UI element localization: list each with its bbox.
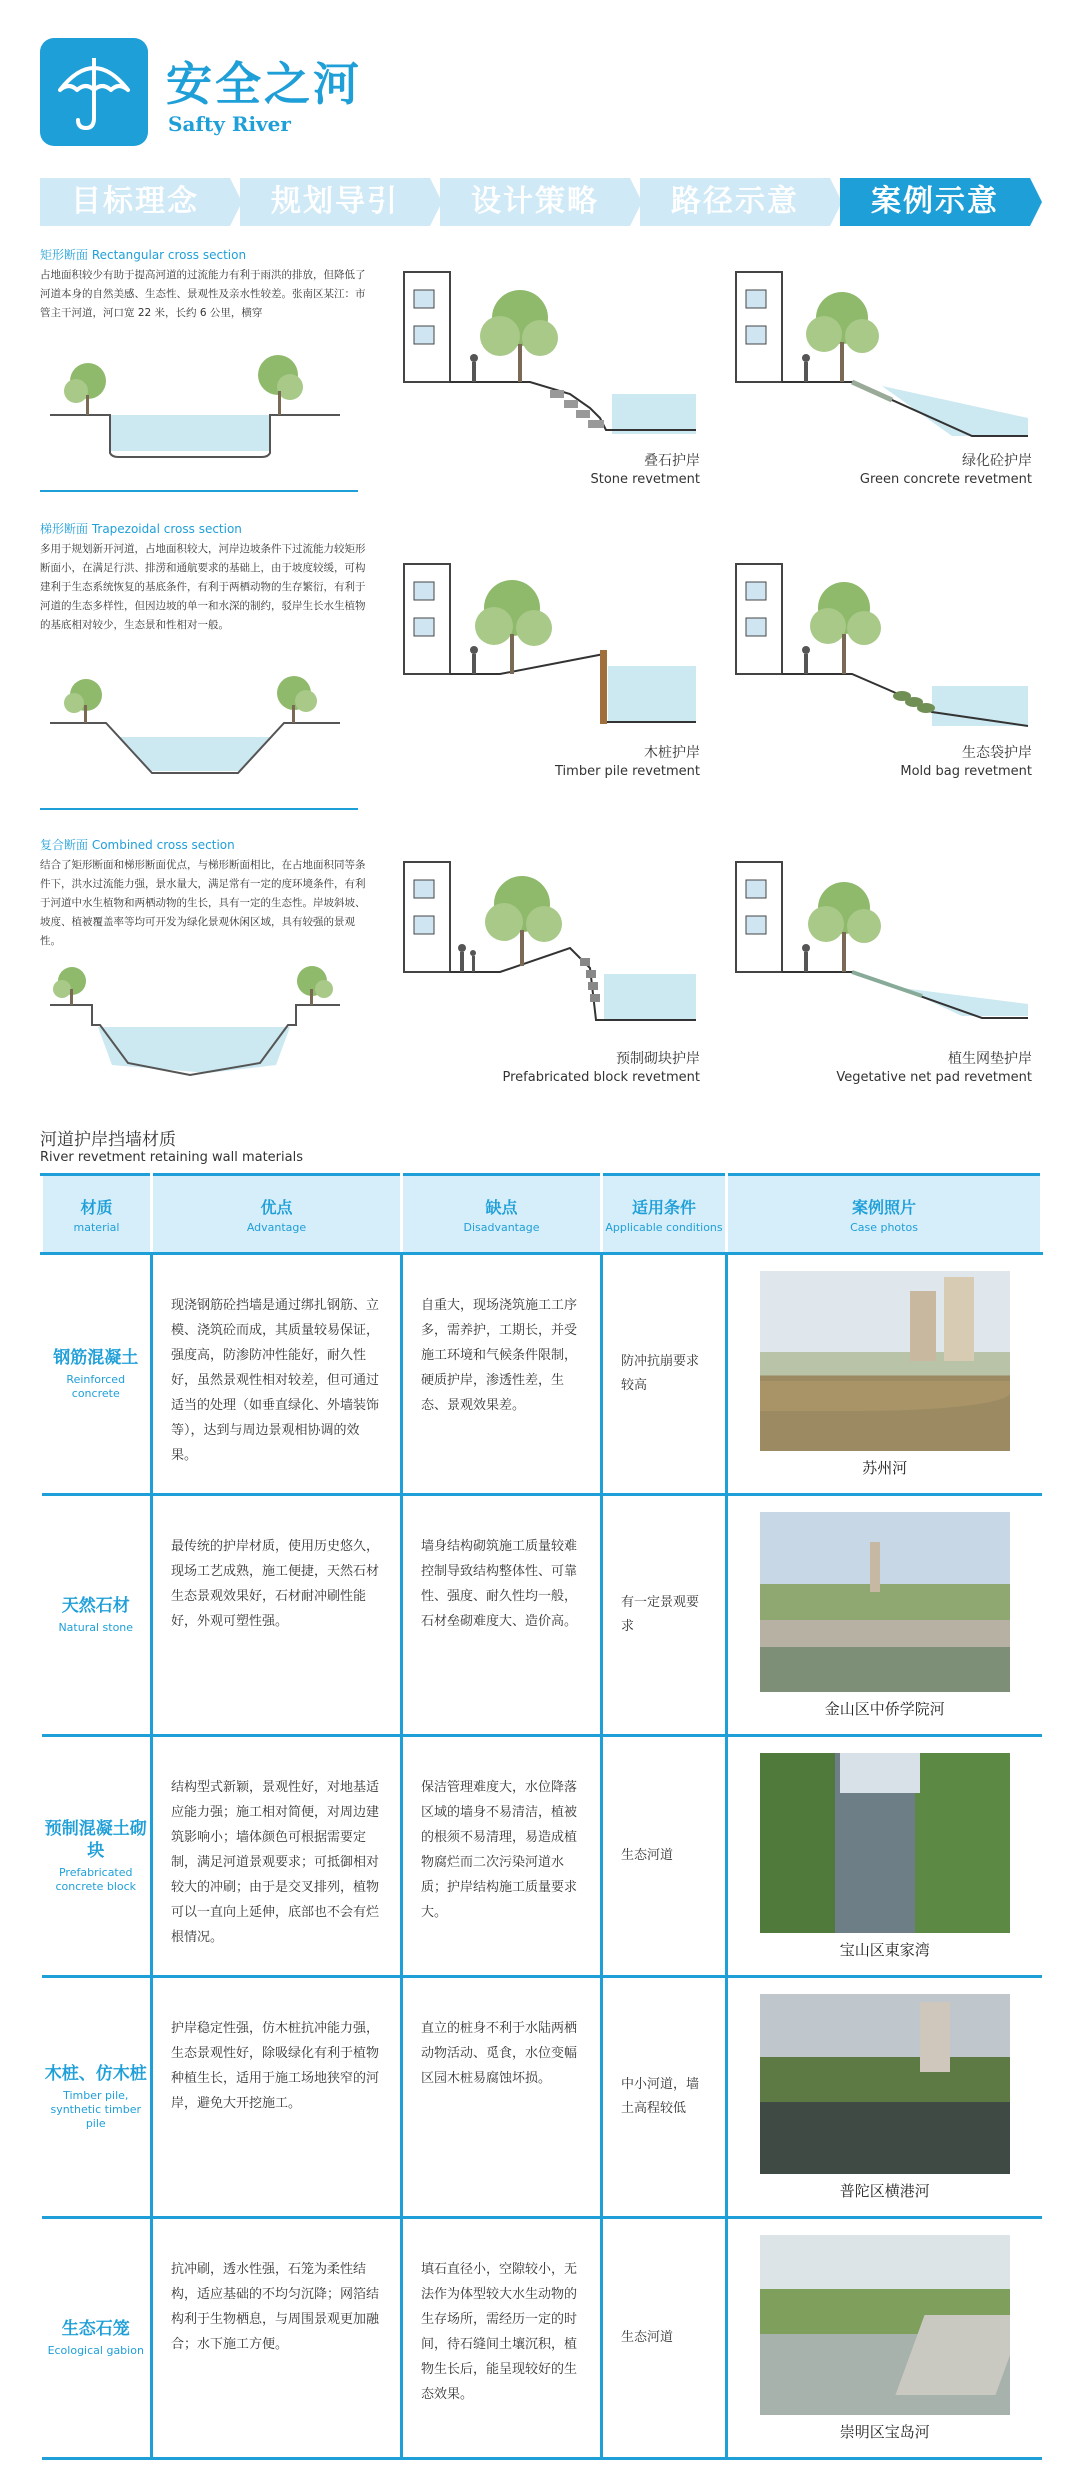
case-photo-cell xyxy=(727,2218,1042,2459)
case-photo xyxy=(760,2235,1010,2415)
section-body-rectangular: 占地面积较少有助于提高河道的过流能力有利于雨洪的排放，但降低了河道本身的自然美感、生态性、景观性及亲水性较差。张南区某江：市管主干河道，河口宽 22 米，长约 6 公里，横穿 xyxy=(40,269,366,319)
case-photo-cell xyxy=(727,1254,1042,1495)
case-caption: 宝山区東家湾 xyxy=(839,1940,930,1959)
vegetative-net-pad-revetment-diagram xyxy=(732,848,1032,1038)
table-row xyxy=(42,2218,1042,2459)
revetment-label-zh: 绿化砼护岸 xyxy=(962,453,1032,469)
advantage-cell: 现浇钢筋砼挡墙是通过绑扎钢筋、立模、浇筑砼而成，其质量较易保证，强度高，防渗防冲性能好，耐久性好，虽然景观性相对较差，但可通过适当的处理（如垂直绿化、外墙装饰等），达到与周边景观相协调的效果。 xyxy=(152,1254,402,1495)
mold-bag-revetment-diagram xyxy=(732,550,1032,740)
advantage-cell: 最传统的护岸材质，使用历史悠久，现场工艺成熟，施工便捷，天然石材生态景观效果好，石材耐冲刷性能好，外观可塑性强。 xyxy=(152,1495,402,1736)
advantage-cell: 抗冲刷，透水性强，石笼为柔性结构，适应基础的不均匀沉降；网箔结构利于生物栖息，与周围景观更加融合；水下施工方便。 xyxy=(152,2218,402,2459)
materials-title: 河道护岸挡墙材质 xyxy=(40,1130,176,1150)
case-photo xyxy=(760,1271,1010,1451)
disadvantage-cell: 填石直径小，空隙较小，无法作为体型较大水生动物的生存场所，需经历一定的时间，待石缝间土壤沉积，植物生长后，能呈现较好的生态效果。 xyxy=(402,2218,602,2459)
combined-section-diagram xyxy=(40,965,350,1085)
condition-cell: 有一定景观要求 xyxy=(602,1495,727,1736)
revetment-label-zh: 叠石护岸 xyxy=(644,453,700,469)
material-name: 预制混凝土砌块 Prefabricated concrete block xyxy=(42,1736,152,1977)
case-caption: 普陀区横港河 xyxy=(839,2181,930,2200)
case-photo xyxy=(760,1753,1010,1933)
prefab-block-revetment-diagram xyxy=(400,848,700,1038)
column-header: 缺点 Disadvantage xyxy=(402,1175,602,1254)
case-photo-cell xyxy=(727,1736,1042,1977)
condition-cell: 中小河道，墙土高程较低 xyxy=(602,1977,727,2218)
material-name: 天然石材 Natural stone xyxy=(42,1495,152,1736)
case-photo-cell xyxy=(727,1495,1042,1736)
tab-planning[interactable]: 规划导引 xyxy=(240,178,430,226)
case-caption: 苏州河 xyxy=(862,1458,908,1477)
disadvantage-cell: 墙身结构砌筑施工质量较难控制导致结构整体性、可靠性、强度、耐久性均一般，石材垒砌难度大、造价高。 xyxy=(402,1495,602,1736)
advantage-cell: 结构型式新颖，景观性好，对地基适应能力强；施工相对简便，对周边建筑影响小；墙体颜色可根据需要定制，满足河道景观要求；可抵御相对较大的冲刷；由于是交叉排列，植物可以一直向上延伸，底部也不会有烂根情况。 xyxy=(152,1736,402,1977)
disadvantage-cell: 直立的桩身不利于水陆两栖动物活动、觅食，水位变幅区园木桩易腐蚀坏损。 xyxy=(402,1977,602,2218)
page-title: 安全之河 xyxy=(166,57,362,111)
revetment-label-en: Mold bag revetment xyxy=(900,764,1032,779)
revetment-label-en: Stone revetment xyxy=(590,472,700,487)
table-row xyxy=(42,1254,1042,1495)
table-row xyxy=(42,1736,1042,1977)
case-caption: 金山区中侨学院河 xyxy=(824,1699,945,1718)
material-name: 木桩、仿木桩 Timber pile, synthetic timber pile xyxy=(42,1977,152,2218)
condition-cell: 生态河道 xyxy=(602,1736,727,1977)
revetment-label-zh: 植生网垫护岸 xyxy=(948,1051,1032,1067)
green-concrete-revetment-diagram xyxy=(732,258,1032,448)
column-header: 优点 Advantage xyxy=(152,1175,402,1254)
column-header: 材质 material xyxy=(42,1175,152,1254)
disadvantage-cell: 自重大，现场浇筑施工工序多，需养护，工期长，并受施工环境和气候条件限制，硬质护岸，渗透性差，生态、景观效果差。 xyxy=(402,1254,602,1495)
section-title-rectangular: 矩形断面 Rectangular cross section xyxy=(40,248,247,262)
trapezoidal-section-diagram xyxy=(40,665,350,785)
material-name: 生态石笼 Ecological gabion xyxy=(42,2218,152,2459)
umbrella-icon xyxy=(56,52,132,132)
case-photo xyxy=(760,1512,1010,1692)
section-title-combined: 复合断面 Combined cross section xyxy=(40,838,235,852)
section-body-combined: 结合了矩形断面和梯形断面优点，与梯形断面相比，在占地面积同等条件下，洪水过流能力强，景水量大，满足常有一定的度环境条件，有利于河道中水生植物和两栖动物的生长，具有一定的生态性。岸坡斜坡、坡度、植被覆盖率等均可开发为绿化景观休闲区域，具有较强的景观性。 xyxy=(40,859,366,947)
revetment-label-en: Prefabricated block revetment xyxy=(502,1070,700,1085)
revetment-label-zh: 木桩护岸 xyxy=(644,745,700,761)
case-photo-cell xyxy=(727,1977,1042,2218)
revetment-label-zh: 预制砌块护岸 xyxy=(616,1051,700,1067)
disadvantage-cell: 保洁管理难度大，水位降落区域的墙身不易清洁，植被的根须不易清理，易造成植物腐烂而二次污染河道水质；护岸结构施工质量要求大。 xyxy=(402,1736,602,1977)
rectangular-section-diagram xyxy=(40,345,350,465)
material-name: 钢筋混凝土 Reinforced concrete xyxy=(42,1254,152,1495)
stone-revetment-diagram xyxy=(400,258,700,448)
page-subtitle: Safty River xyxy=(168,112,291,136)
section-title-trapezoidal: 梯形断面 Trapezoidal cross section xyxy=(40,522,242,536)
table-header-row xyxy=(42,1175,1042,1254)
revetment-label-en: Timber pile revetment xyxy=(555,764,700,779)
table-row xyxy=(42,1977,1042,2218)
table-row xyxy=(42,1495,1042,1736)
tab-cases[interactable]: 案例示意 xyxy=(840,178,1030,226)
tab-goal[interactable]: 目标理念 xyxy=(40,178,230,226)
section-body-trapezoidal: 多用于规划新开河道，占地面积较大，河岸边坡条件下过流能力较矩形断面小，在满足行洪、排涝和通航要求的基础上，由于坡度较缓，可构建利于生态系统恢复的基底条件，有利于两栖动物的生存繁衍，有利于河道的生态多样性，但因边坡的单一和水深的制约，驳岸生长水生植物的基底相对较少，生态景和性相对一般。 xyxy=(40,543,366,631)
materials-table xyxy=(40,1173,1043,2460)
condition-cell: 生态河道 xyxy=(602,2218,727,2459)
column-header: 适用条件 Applicable conditions xyxy=(602,1175,727,1254)
revetment-label-zh: 生态袋护岸 xyxy=(962,745,1032,761)
revetment-label-en: Green concrete revetment xyxy=(859,472,1032,487)
advantage-cell: 护岸稳定性强，仿木桩抗冲能力强，生态景观性好，除吸绿化有利于植物种植生长，适用于施工场地狭窄的河岸，避免大开挖施工。 xyxy=(152,1977,402,2218)
divider xyxy=(40,490,358,492)
logo-box xyxy=(40,38,148,146)
revetment-label-en: Vegetative net pad revetment xyxy=(836,1070,1032,1085)
timber-pile-revetment-diagram xyxy=(400,550,700,740)
tab-bar xyxy=(40,178,1040,228)
case-caption: 崇明区宝岛河 xyxy=(839,2422,930,2441)
condition-cell: 防冲抗崩要求较高 xyxy=(602,1254,727,1495)
tab-strategy[interactable]: 设计策略 xyxy=(440,178,630,226)
case-photo xyxy=(760,1994,1010,2174)
materials-subtitle: River revetment retaining wall materials xyxy=(40,1150,303,1165)
tab-path[interactable]: 路径示意 xyxy=(640,178,830,226)
column-header: 案例照片 Case photos xyxy=(727,1175,1042,1254)
divider xyxy=(40,808,358,810)
